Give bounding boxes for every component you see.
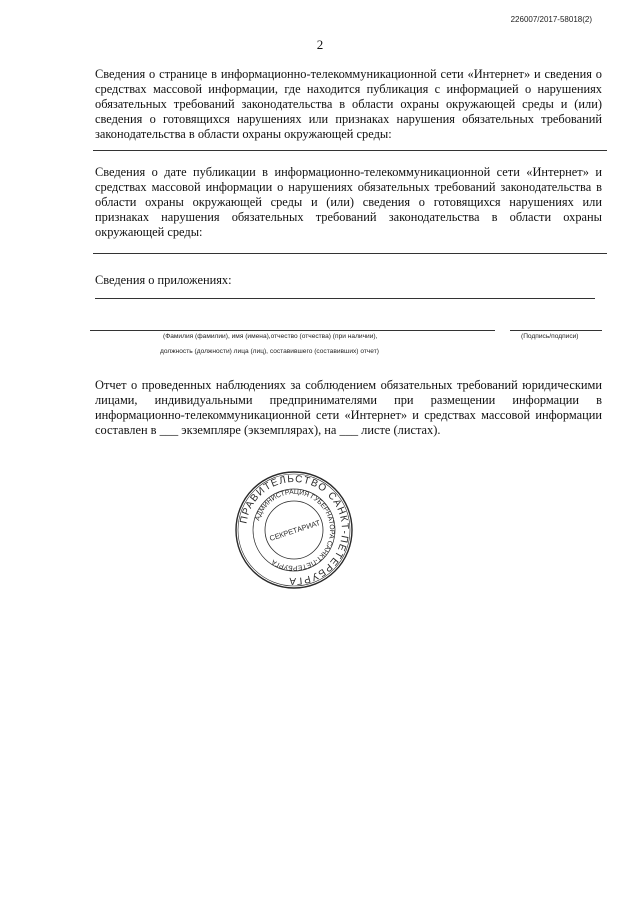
signature-line <box>510 330 602 331</box>
name-caption: (Фамилия (фамилии), имя (имена),отчество (отчества) (при наличии), <box>163 333 378 340</box>
official-seal-stamp <box>234 470 354 590</box>
page-number: 2 <box>316 37 324 52</box>
attachments-label: Сведения о приложениях: <box>95 273 232 287</box>
document-number: 226007/2017-58018(2) <box>510 15 592 24</box>
seal-outer-text: ПРАВИТЕЛЬСТВО САНКТ-ПЕТЕРБУРГА <box>238 473 351 587</box>
name-position-line <box>90 330 495 331</box>
publication-date-info-line <box>93 253 607 254</box>
closing-statement: Отчет о проведенных наблюдениях за соблюдением обязательных требований юридическими лицами, индивидуальными предпринимателями при размещении информации в информационно-телекоммуникационной сети «Интернет» и средствах массовой информации составлен в ___ экземпляре (экземплярах), на ___ листе (листах). <box>95 378 602 437</box>
attachments-line <box>95 298 595 299</box>
seal-graphic <box>234 470 354 590</box>
internet-page-info-paragraph: Сведения о странице в информационно-телекоммуникационной сети «Интернет» и сведения о средствах массовой информации, где находится публикация с информацией о нарушениях обязательных требований законодательства в области охраны окружающей среды и (или) сведения о готовящихся нарушениях или признаках нарушения обязательных требований законодательства в области охраны окружающей среды: <box>95 67 602 141</box>
position-caption: должность (должности) лица (лиц), составившего (составивших) отчет) <box>160 348 379 355</box>
seal-center-text: СЕКРЕТАРИАТ <box>268 518 322 543</box>
seal-inner-text: АДМИНИСТРАЦИЯ ГУБЕРНАТОРА САНКТ-ПЕТЕРБУРГА <box>254 488 336 572</box>
signature-caption: (Подпись/подписи) <box>521 333 579 340</box>
internet-page-info-line <box>93 150 607 151</box>
publication-date-info-paragraph: Сведения о дате публикации в информационно-телекоммуникационной сети «Интернет» и средствах массовой информации о нарушениях обязательных требований законодательства в области охраны окружающей среды и (или) сведения о готовящихся нарушениях или признаках нарушения обязательных требований законодательства в области охраны окружающей среды: <box>95 165 602 239</box>
